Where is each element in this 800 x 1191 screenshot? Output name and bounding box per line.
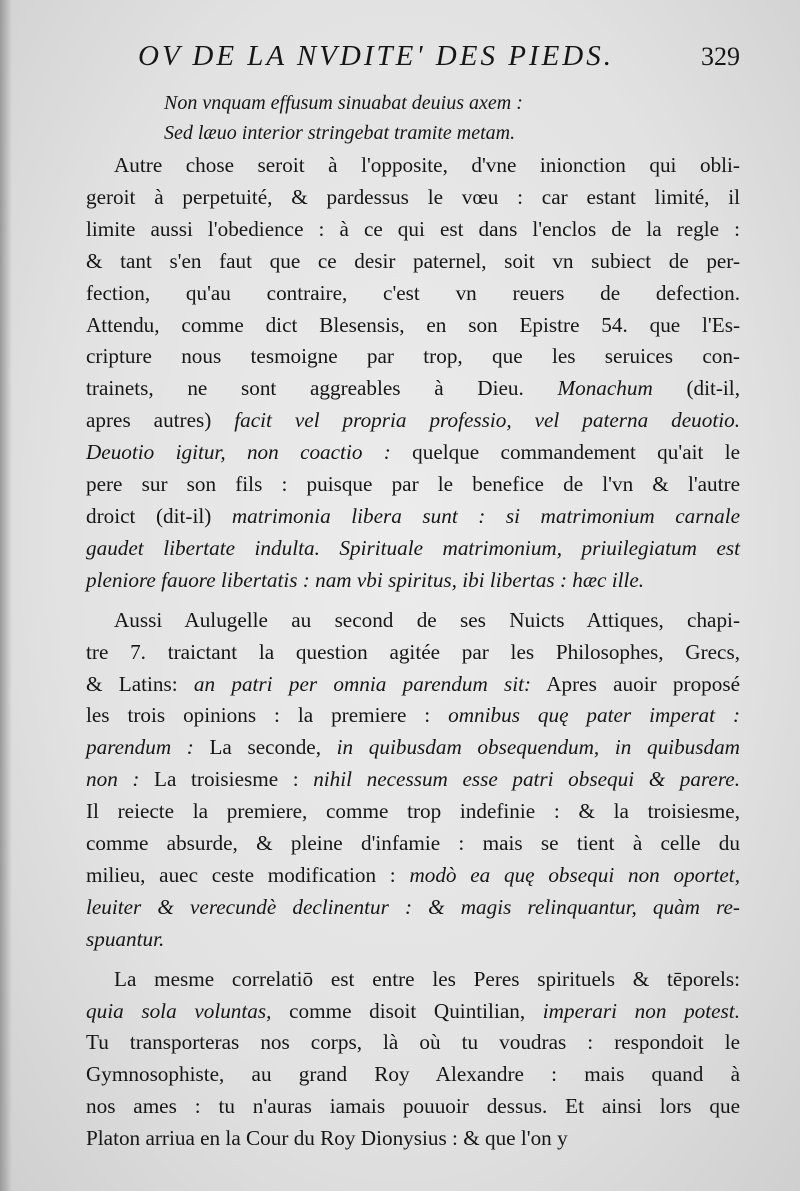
text-run: Il reiecte la premiere, comme trop indefinie : & la troisiesme, <box>86 799 740 824</box>
text-run: tre 7. traictant la question agitée par les Philosophes, Grecs, <box>86 639 740 664</box>
text-line <box>86 892 740 924</box>
text-line <box>86 700 740 732</box>
paragraph <box>86 605 740 956</box>
text-line <box>86 732 740 764</box>
text-line <box>86 501 740 533</box>
text-line <box>86 669 740 701</box>
latin-quotation: non : <box>86 767 140 792</box>
page-gutter-shadow <box>0 0 12 1191</box>
text-line <box>86 310 740 342</box>
text-run: cripture nous tesmoigne par trop, que les seruices con- <box>86 344 740 369</box>
text-run: les trois opinions : la premiere : <box>86 703 449 728</box>
text-run: Attendu, comme dict Blesensis, en son Epistre 54. que l'Es- <box>86 312 740 337</box>
latin-quotation: Deuotio igitur, non coactio : <box>86 440 391 465</box>
text-run: geroit à perpetuité, & pardessus le vœu : car estant limité, il <box>86 184 740 209</box>
page-header <box>86 40 740 88</box>
latin-quotation: pleniore fauore libertatis : nam vbi spiritus, ibi libertas : hæc ille. <box>86 567 645 592</box>
text-run: comme absurde, & pleine d'infamie : mais se tient à celle du <box>86 831 740 856</box>
text-line <box>86 964 740 996</box>
latin-quotation: imperari non potest. <box>542 998 740 1023</box>
paragraph <box>86 964 740 1155</box>
latin-quotation: matrimonia libera sunt : si matrimonium carnale <box>231 503 741 528</box>
text-run: La troisiesme : <box>139 767 314 792</box>
text-line <box>86 996 740 1028</box>
text-line <box>86 469 740 501</box>
text-line <box>86 150 740 182</box>
text-run: milieu, auec ceste modification : <box>86 862 410 887</box>
text-line <box>86 860 740 892</box>
text-run: Autre chose seroit à l'opposite, d'vne inionction qui obli- <box>114 153 740 177</box>
text-run: & Latins: <box>86 671 194 696</box>
text-run: La mesme correlatiō est entre les Peres spirituels & tēporels: <box>114 966 740 991</box>
text-line <box>86 924 740 956</box>
text-run: Platon arriua en la Cour du Roy Dionysius : & que l'on y <box>86 1126 568 1151</box>
text-run: nos ames : tu n'auras iamais pouuoir dessus. Et ainsi lors que <box>86 1094 740 1119</box>
latin-quotation: modò ea quę obsequi non oportet, <box>409 862 740 887</box>
text-line <box>86 828 740 860</box>
text-line <box>86 214 740 246</box>
body-text <box>86 150 740 1155</box>
text-run: apres autres) <box>86 408 235 433</box>
latin-quotation: nihil necessum esse patri obsequi & parere. <box>313 767 740 792</box>
page-number: 329 <box>701 42 740 71</box>
text-line <box>86 1027 740 1059</box>
verse-line: Non vnquam effusum sinuabat deuius axem : <box>164 92 523 114</box>
text-line <box>86 605 740 637</box>
text-run: (dit-il, <box>652 376 740 401</box>
text-line <box>86 764 740 796</box>
latin-quotation: in quibusdam obsequendum, in quibusdam <box>336 735 740 760</box>
latin-quotation: leuiter & verecundè declinentur : & magis relinquantur, quàm re- <box>86 894 740 919</box>
text-line <box>86 533 740 565</box>
latin-quotation: an patri per omnia parendum sit: <box>193 671 532 696</box>
text-run: Apres auoir proposé <box>531 671 740 696</box>
text-run: pere sur son fils : puisque par le benefice de l'vn & l'autre <box>86 472 740 497</box>
text-run: Aussi Aulugelle au second de ses Nuicts Attiques, chapi- <box>114 607 740 632</box>
text-run: La seconde, <box>193 735 337 760</box>
text-line <box>86 437 740 469</box>
latin-quotation: parendum : <box>86 735 194 760</box>
latin-quotation: quia sola voluntas, <box>86 998 272 1023</box>
text-run: quelque commandement qu'ait le <box>390 440 740 465</box>
running-head: OV DE LA NVDITE' DES PIEDS. <box>138 40 614 72</box>
text-run: droict (dit-il) <box>86 503 232 528</box>
text-run: fection, qu'au contraire, c'est vn reuers de defection. <box>86 280 740 305</box>
text-line <box>86 565 740 597</box>
text-line <box>86 1059 740 1091</box>
latin-quotation: facit vel propria professio, vel paterna deuotio. <box>234 408 740 433</box>
text-run: Tu transporteras nos corps, là où tu voudras : respondoit le <box>86 1030 740 1055</box>
latin-quotation: spuantur. <box>86 926 165 951</box>
text-run: & tant s'en faut que ce desir paternel, soit vn subiect de per- <box>86 248 740 273</box>
text-line <box>86 182 740 214</box>
text-run: Gymnosophiste, au grand Roy Alexandre : mais quand à <box>86 1062 740 1087</box>
text-line <box>86 278 740 310</box>
text-line <box>86 1091 740 1123</box>
text-line <box>86 246 740 278</box>
text-run: limite aussi l'obedience : à ce qui est dans l'enclos de la regle : <box>86 216 740 241</box>
text-run: comme disoit Quintilian, <box>271 998 543 1023</box>
text-line <box>86 1123 740 1155</box>
latin-quotation: omnibus quę pater imperat : <box>448 703 740 728</box>
text-run: trainets, ne sont aggreables à Dieu. <box>86 376 558 401</box>
text-line <box>86 341 740 373</box>
text-line <box>86 373 740 405</box>
text-line <box>86 637 740 669</box>
latin-quotation: gaudet libertate indulta. Spirituale matrimonium, priuilegiatum est <box>86 535 740 560</box>
text-line <box>86 405 740 437</box>
latin-quotation: Monachum <box>557 376 653 401</box>
paragraph <box>86 150 740 597</box>
text-line <box>86 796 740 828</box>
verse-line: Sed læuo interior stringebat tramite metam. <box>164 122 516 144</box>
